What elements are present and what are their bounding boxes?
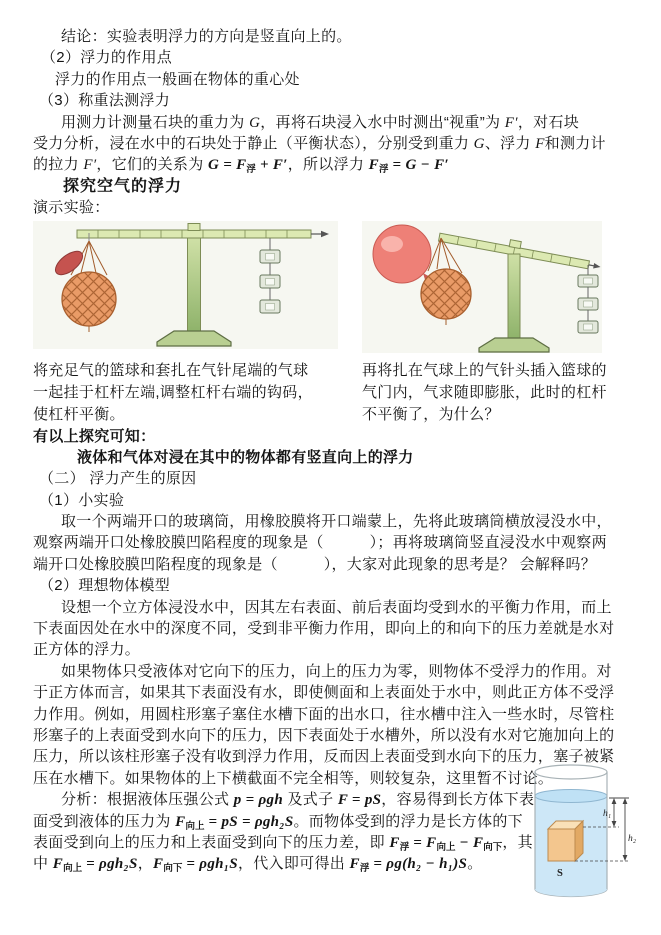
formula-part: 浮	[359, 864, 370, 875]
formula-part: 浮	[399, 842, 410, 853]
formula-part: = pS = ρgh₂S	[204, 813, 294, 830]
experiment1-line-1: 取一个两端开口的玻璃筒，用橡胶膜将开口端蒙上，先将此玻璃筒横放浸没水中，	[61, 513, 612, 531]
caption-left	[33, 360, 338, 426]
formula-part: = ρgh₂S	[82, 856, 138, 873]
experiment1-line-2: 观察两端开口处橡胶膜凹陷程度的现象是（ ）；再将玻璃筒竖直浸没水中观察两	[33, 534, 607, 552]
formula-part: =	[388, 157, 406, 174]
formula-part: =	[219, 157, 237, 174]
caption-right-line-3: 不平衡了，为什么？	[362, 405, 500, 423]
formula-part: F	[472, 834, 484, 851]
formula-part: F	[175, 813, 186, 830]
formula-part: 浮	[246, 165, 256, 176]
paragraph3-line-3: 力作用。例如，用圆柱形塞子塞住水槽下面的出水口，往水槽中注入一些水时，尽管柱	[33, 705, 615, 723]
text-part: ，其	[502, 833, 533, 851]
text-part: ，它们的关系为	[96, 156, 208, 174]
conclusion-line: 结论：实验表明浮力的方向是竖直向上的。	[61, 28, 352, 45]
model-line-2: 下表面因处在水中的深度不同，受到非平衡力作用，即向上的和向下的压力差就是水对	[33, 620, 615, 638]
text-part: 、浮力	[484, 134, 536, 152]
text-part: ，容易得到长方体下表	[381, 791, 535, 809]
formula-part: =	[409, 834, 427, 851]
submerged-block	[548, 821, 583, 861]
formula-part: 向上	[185, 821, 205, 832]
pivot-knob	[188, 223, 200, 230]
formula-part: F	[153, 856, 164, 873]
text-part: 分析：根据液体压强公式	[61, 791, 234, 809]
weights-chain	[578, 265, 598, 333]
weighing-method-line-1	[33, 112, 635, 133]
formula-part: −	[416, 157, 435, 174]
formula-part: F	[389, 834, 400, 851]
caption-left-line-2: 一起挂于杠杆左端,调整杠杆右端的钩码，	[33, 383, 313, 401]
h2-label: h₂	[628, 834, 637, 845]
demo-experiment-label: 演示实验：	[33, 199, 110, 217]
formula-part: G	[208, 157, 220, 174]
beaker-figure	[527, 763, 639, 903]
formula-part: F	[368, 157, 379, 174]
beaker-figure-wrap	[527, 763, 639, 909]
paragraph3-line-2: 于正方体而言，如果其下表面没有水，即使侧面和上表面处于水中，则此正方体不受浮	[33, 684, 615, 702]
caption-right	[362, 360, 607, 426]
text-part: 受力分析，浸在水中的石块处于静止（平衡状态），分别受到重力	[33, 134, 474, 152]
formula-part: F′	[434, 157, 449, 174]
text-part: 的拉力	[33, 156, 84, 174]
inflated-balloon	[373, 225, 432, 283]
formula-part: F	[426, 834, 437, 851]
experiment-figures-row	[33, 221, 635, 353]
formula-part: F	[236, 157, 247, 174]
formula-part: 向上	[63, 864, 83, 875]
formula-part: = ρgh₁S	[182, 856, 238, 873]
tilted-lever-figure	[362, 221, 602, 353]
formula-part: −	[455, 834, 473, 851]
water-surface	[535, 790, 607, 803]
formula-part: F′	[272, 157, 288, 174]
caption-right-line-2: 气门内，气求随即膨胀，此时的杠杆	[362, 383, 607, 401]
text-part: ，再将石块浸入水中时测出“视重”为	[260, 113, 505, 131]
figure-captions-row	[33, 360, 635, 426]
analysis-section	[33, 789, 637, 880]
formula-part: G	[249, 114, 261, 131]
experiment1-heading: （1）小实验	[39, 491, 125, 509]
text-part: 及式子	[283, 791, 338, 809]
paragraph3-line-1: 如果物体只受液体对它向下的压力，向上的压力为零，则物体不受浮力的作用。对	[61, 662, 612, 680]
weighing-method-line-3	[33, 154, 635, 175]
caption-left-line-1: 将充足气的篮球和套扎在气针尾端的气球	[33, 361, 309, 379]
point3-heading: （3）称重法测浮力	[39, 92, 171, 110]
weighing-method-line-2	[33, 133, 635, 154]
known-heading: 有以上探究可知：	[33, 427, 156, 445]
model-line-1: 设想一个立方体浸没水中，因其左右表面、前后表面均受到水的平衡力作用，而上	[61, 598, 612, 616]
paragraph3-line-4: 形塞子的上表面受到水向下的压力，因下表面处于水槽外，所以没有水对它施加向上的	[33, 726, 615, 744]
paragraph3-line-6: 压在水槽下。如果物体的上下横截面不完全相等，则较复杂，这里暂不讨论。	[33, 769, 554, 787]
formula-part: 向上	[436, 842, 456, 853]
model-heading: （2）理想物体模型	[39, 577, 171, 595]
formula-part: p = ρgh	[233, 792, 283, 809]
text-part: ，对石块	[517, 113, 580, 131]
formula-part: F	[349, 856, 360, 873]
caption-left-line-3: 使杠杆平衡。	[33, 405, 125, 423]
s-label: S	[557, 868, 563, 880]
text-part: ，代入即可得出	[237, 855, 350, 873]
formula-part: F	[535, 135, 545, 152]
formula-part: = ρg(h₂ − h₁)S	[369, 856, 468, 873]
text-part: 和测力计	[544, 134, 606, 152]
text-part: 表面受到向上的压力和上表面受到向下的压力差，即	[33, 833, 390, 851]
point2-body: 浮力的作用点一般画在物体的重心处	[55, 70, 300, 88]
formula-part: G	[473, 135, 485, 152]
text-part: ，所以浮力	[287, 156, 369, 174]
text-part: 中	[33, 855, 53, 873]
formula-part: F = pS	[337, 792, 382, 809]
model-line-3: 正方体的浮力。	[33, 641, 141, 659]
section-heading-air-buoyancy: 探究空气的浮力	[63, 177, 183, 195]
section2-heading: （二） 浮力产生的原因	[39, 470, 197, 488]
point2-heading: （2）浮力的作用点	[41, 49, 173, 67]
balanced-lever-figure	[33, 221, 338, 349]
formula-part: F′	[504, 114, 518, 131]
text-part: 。	[467, 855, 483, 873]
formula-part: 向下	[163, 864, 183, 875]
formula-part: 向下	[483, 842, 503, 853]
paragraph3-line-5: 压力，所以该柱形塞子没有收到浮力作用，反而因上表面受到水向下的压力，塞子被紧	[33, 748, 615, 766]
experiment1-line-3: 端开口处橡胶膜凹陷程度的现象是（ ），大家对此现象的思考是？ 会解释吗？	[33, 555, 597, 573]
formula-part: F′	[83, 157, 97, 174]
text-part: ，	[137, 855, 154, 873]
formula-part: G	[405, 157, 417, 174]
caption-right-line-1: 再将扎在气球上的气针头插入篮球的	[362, 361, 607, 379]
text-part: 。而物体受到的浮力是长方体的下	[293, 812, 523, 830]
text-part: 面受到液体的压力为	[33, 812, 176, 830]
h1-label: h₁	[603, 809, 612, 820]
text-part: 用测力计测量石块的重力为	[61, 113, 250, 131]
known-conclusion: 液体和气体对浸在其中的物体都有竖直向上的浮力	[77, 448, 414, 466]
pivot-knob	[509, 239, 521, 248]
formula-part: 浮	[378, 165, 389, 176]
formula-part: +	[255, 157, 273, 174]
formula-part: F	[52, 856, 64, 873]
